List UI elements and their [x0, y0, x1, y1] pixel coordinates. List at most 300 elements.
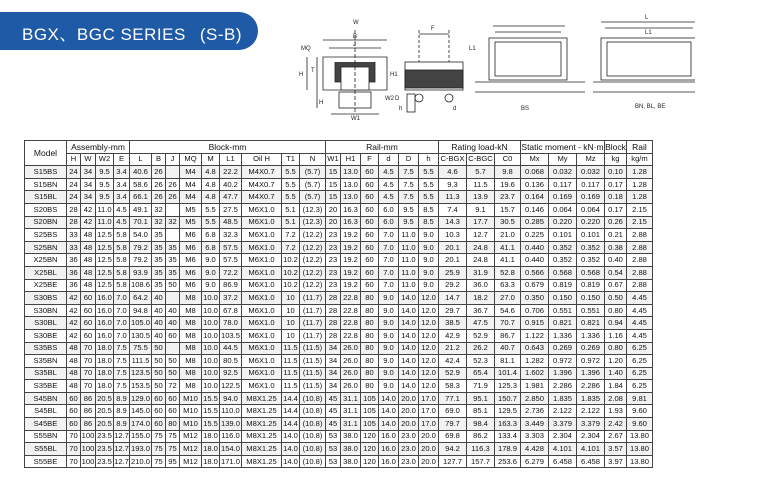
table-cell: 42 — [67, 317, 81, 330]
table-cell: 7.5 — [114, 380, 130, 393]
table-cell: 17.0 — [419, 418, 439, 431]
sub-header-row — [25, 153, 653, 166]
table-body — [25, 166, 653, 468]
table-cell: 5.8 — [114, 279, 130, 292]
table-cell: 22.2 — [220, 166, 242, 179]
table-cell: 23.5 — [96, 443, 114, 456]
table-cell: 145.0 — [130, 405, 152, 418]
table-cell: 27.0 — [495, 292, 521, 305]
table-cell: M6X1.0 — [242, 203, 282, 216]
table-cell: 6.25 — [627, 355, 653, 368]
table-cell: 22.8 — [341, 317, 361, 330]
table-cell: (10.8) — [300, 405, 326, 418]
table-cell: 47.5 — [467, 317, 495, 330]
table-cell: M8 — [180, 292, 202, 305]
table-cell: 35 — [152, 266, 166, 279]
table-cell: (10.8) — [300, 418, 326, 431]
table-cell — [166, 203, 180, 216]
table-cell: M6X1.0 — [242, 279, 282, 292]
table-cell: 40 — [152, 304, 166, 317]
table-cell: 48.5 — [220, 216, 242, 229]
table-cell: 41.1 — [495, 241, 521, 254]
table-cell: 157.7 — [467, 455, 495, 468]
table-cell: 0.915 — [521, 317, 549, 330]
table-cell: 60 — [81, 292, 96, 305]
table-cell: 6.8 — [202, 241, 220, 254]
table-cell: 98.4 — [467, 418, 495, 431]
table-cell: 28 — [326, 329, 341, 342]
table-cell: M6X1.0 — [242, 292, 282, 305]
table-cell: 19.6 — [495, 178, 521, 191]
table-cell: 11.0 — [399, 254, 419, 267]
table-cell: 0.101 — [549, 229, 577, 242]
table-cell: 0.679 — [521, 279, 549, 292]
table-cell: 110.0 — [220, 405, 242, 418]
table-cell: 12.7 — [114, 455, 130, 468]
table-cell: 14.0 — [282, 455, 300, 468]
sub-header-cell: L — [130, 153, 152, 166]
table-cell: 0.150 — [577, 292, 605, 305]
header-rating: Rating load-kN — [439, 141, 521, 154]
table-cell: M5 — [180, 203, 202, 216]
table-cell: 95 — [166, 455, 180, 468]
table-cell: 50 — [152, 342, 166, 355]
table-cell: 10.0 — [202, 342, 220, 355]
table-row — [25, 418, 653, 431]
table-cell: 7.0 — [379, 229, 399, 242]
table-cell: 50 — [152, 380, 166, 393]
table-cell: 60 — [152, 405, 166, 418]
table-cell: 29.7 — [439, 304, 467, 317]
table-cell: 50 — [166, 355, 180, 368]
table-cell: 7.5 — [114, 342, 130, 355]
drawing-label-d2: D — [395, 96, 400, 102]
table-cell: 23.0 — [399, 455, 419, 468]
table-cell: 36.0 — [467, 279, 495, 292]
table-cell: 47.7 — [220, 191, 242, 204]
table-cell: 77.1 — [439, 392, 467, 405]
table-cell: 16.0 — [96, 292, 114, 305]
model-cell: X25BE — [25, 279, 67, 292]
table-cell: 1.28 — [627, 166, 653, 179]
table-cell: 0.551 — [549, 304, 577, 317]
table-cell: 15.5 — [202, 418, 220, 431]
table-cell: M8X1.25 — [242, 392, 282, 405]
table-cell: 0.50 — [605, 292, 627, 305]
table-cell: 35 — [152, 254, 166, 267]
table-cell: 20.0 — [399, 405, 419, 418]
table-cell: 0.10 — [605, 166, 627, 179]
table-cell: 19.2 — [341, 279, 361, 292]
table-cell: M4X0.7 — [242, 178, 282, 191]
sub-header-cell: Mx — [521, 153, 549, 166]
table-cell: 12.5 — [96, 279, 114, 292]
table-cell: 20 — [326, 216, 341, 229]
table-cell: 1.28 — [627, 178, 653, 191]
table-cell: 10.0 — [202, 304, 220, 317]
table-cell: 16.0 — [379, 443, 399, 456]
table-row — [25, 405, 653, 418]
table-cell: 60 — [361, 178, 379, 191]
table-cell: 78.0 — [220, 317, 242, 330]
drawing-label-t: T — [311, 68, 315, 74]
sub-header-cell: H1 — [341, 153, 361, 166]
table-cell: 12.7 — [114, 430, 130, 443]
table-cell: 0.706 — [521, 304, 549, 317]
table-cell: 0.064 — [577, 203, 605, 216]
table-cell: 32 — [166, 216, 180, 229]
table-cell: 38.0 — [341, 443, 361, 456]
table-cell: 23 — [326, 279, 341, 292]
table-cell: 5.8 — [114, 254, 130, 267]
model-cell: S20BS — [25, 203, 67, 216]
table-row — [25, 229, 653, 242]
table-cell: 18.2 — [467, 292, 495, 305]
table-cell: 24.8 — [467, 254, 495, 267]
table-cell — [166, 166, 180, 179]
table-cell: 32 — [152, 203, 166, 216]
table-cell: (5.7) — [300, 178, 326, 191]
table-cell: 80 — [166, 418, 180, 431]
table-cell: (11.5) — [300, 380, 326, 393]
table-cell: 40 — [166, 304, 180, 317]
header-rail: Rail-mm — [326, 141, 439, 154]
table-cell: 35 — [152, 229, 166, 242]
table-cell: 171.0 — [220, 455, 242, 468]
table-cell: 10.2 — [282, 266, 300, 279]
table-cell: 7.0 — [114, 292, 130, 305]
table-cell: 58.3 — [439, 380, 467, 393]
drawing-label-bn-bl-be: BN, BL, BE — [635, 104, 666, 110]
table-cell: (10.8) — [300, 430, 326, 443]
table-cell: 13.80 — [627, 430, 653, 443]
model-cell: S35BL — [25, 367, 67, 380]
table-cell: 64.2 — [130, 292, 152, 305]
table-cell: 0.220 — [549, 216, 577, 229]
table-cell: 10 — [282, 329, 300, 342]
table-cell: 25.9 — [439, 266, 467, 279]
table-cell: 0.80 — [605, 342, 627, 355]
table-cell: 4.45 — [627, 292, 653, 305]
header-block: Block-mm — [130, 141, 326, 154]
table-cell: 0.269 — [577, 342, 605, 355]
table-cell: 0.169 — [577, 191, 605, 204]
table-cell: 60 — [361, 216, 379, 229]
table-cell: M6 — [180, 241, 202, 254]
table-cell: 16.0 — [379, 455, 399, 468]
table-cell: 11.0 — [96, 203, 114, 216]
table-cell: 1.396 — [577, 367, 605, 380]
table-cell: 52.8 — [495, 266, 521, 279]
table-cell: (12.2) — [300, 254, 326, 267]
table-cell: 2.15 — [627, 216, 653, 229]
table-cell: 0.032 — [577, 166, 605, 179]
table-cell: 1.93 — [605, 405, 627, 418]
table-cell: 14.0 — [399, 380, 419, 393]
table-cell: 75 — [166, 430, 180, 443]
header-static-moment: Static moment - kN·m — [521, 141, 604, 152]
table-cell: 0.21 — [605, 229, 627, 242]
table-cell: 23.5 — [96, 430, 114, 443]
table-cell: 6.279 — [521, 455, 549, 468]
table-cell: 9.0 — [419, 254, 439, 267]
table-cell — [166, 229, 180, 242]
table-cell: 0.032 — [549, 166, 577, 179]
table-cell: 70 — [81, 355, 96, 368]
table-cell: 13.9 — [467, 191, 495, 204]
table-cell: 34 — [81, 178, 96, 191]
table-cell: 1.336 — [549, 329, 577, 342]
table-cell: 1.40 — [605, 367, 627, 380]
table-cell: 9.0 — [419, 266, 439, 279]
table-cell: 11.5 — [282, 367, 300, 380]
table-cell: 23 — [326, 266, 341, 279]
table-cell: 80 — [361, 367, 379, 380]
table-cell: 19.2 — [341, 254, 361, 267]
drawing-label-bs: BS — [521, 106, 530, 112]
table-cell: 5.5 — [419, 178, 439, 191]
model-cell: S35BS — [25, 342, 67, 355]
table-cell: 86.2 — [467, 430, 495, 443]
table-cell: 58.6 — [130, 178, 152, 191]
table-cell: 52.3 — [467, 355, 495, 368]
table-cell: 9.3 — [439, 178, 467, 191]
table-cell: 72 — [166, 380, 180, 393]
table-cell: 9.5 — [399, 203, 419, 216]
table-row — [25, 191, 653, 204]
table-cell: 60 — [81, 304, 96, 317]
header-assembly: Assembly-mm — [67, 141, 130, 154]
table-cell: M8X1.25 — [242, 443, 282, 456]
drawing-label-h: H — [299, 72, 304, 78]
drawing-label-w2: W2 — [385, 96, 394, 102]
sub-header-cell: N — [300, 153, 326, 166]
table-cell — [166, 292, 180, 305]
table-cell: 21.2 — [439, 342, 467, 355]
table-cell: 33 — [67, 229, 81, 242]
header-block-mass: Block — [605, 141, 626, 152]
table-cell: 14.4 — [282, 418, 300, 431]
table-cell: 9.0 — [379, 342, 399, 355]
table-cell: M6X1.0 — [242, 367, 282, 380]
table-cell: 28 — [67, 203, 81, 216]
table-cell: 86 — [81, 392, 96, 405]
table-cell: 4.8 — [202, 191, 220, 204]
table-cell: 12.5 — [96, 254, 114, 267]
table-cell: M4 — [180, 166, 202, 179]
table-cell: (10.8) — [300, 392, 326, 405]
table-cell: 7.5 — [399, 166, 419, 179]
table-cell: 193.0 — [130, 443, 152, 456]
table-cell: M12 — [180, 443, 202, 456]
table-cell: 19.2 — [341, 241, 361, 254]
table-cell: 31.1 — [341, 405, 361, 418]
drawing-label-l1-mid: L1 — [469, 46, 476, 52]
sub-header-cell: C-BGC — [467, 153, 495, 166]
table-cell: 0.225 — [521, 229, 549, 242]
table-cell: 0.568 — [577, 266, 605, 279]
table-cell: 34 — [81, 166, 96, 179]
drawing-label-f: F — [431, 26, 435, 32]
table-cell: 60 — [152, 392, 166, 405]
table-cell: 11.0 — [399, 266, 419, 279]
table-cell: 40 — [152, 292, 166, 305]
table-cell: 65.4 — [467, 367, 495, 380]
table-cell: 86.9 — [220, 279, 242, 292]
table-cell: 18.0 — [96, 342, 114, 355]
table-cell: 9.60 — [627, 405, 653, 418]
table-cell: 13.80 — [627, 443, 653, 456]
table-cell: 11.5 — [282, 342, 300, 355]
table-cell: 48 — [67, 380, 81, 393]
model-cell: S35BE — [25, 380, 67, 393]
table-cell: 130.5 — [130, 329, 152, 342]
table-cell: 3.4 — [114, 191, 130, 204]
sub-header-cell: C0 — [495, 153, 521, 166]
table-cell: 7.5 — [399, 178, 419, 191]
table-cell: 60 — [67, 392, 81, 405]
table-row — [25, 166, 653, 179]
table-cell: 12.5 — [96, 241, 114, 254]
table-cell: M8 — [180, 329, 202, 342]
table-cell: 23 — [326, 254, 341, 267]
table-cell: 7.5 — [114, 355, 130, 368]
table-cell: 69.8 — [439, 430, 467, 443]
table-cell: 94.8 — [130, 304, 152, 317]
table-cell: 40.6 — [130, 166, 152, 179]
model-cell: S55BL — [25, 443, 67, 456]
table-cell: 20.1 — [439, 241, 467, 254]
table-cell: 60 — [361, 279, 379, 292]
table-cell: 26.0 — [341, 355, 361, 368]
table-cell: 0.101 — [577, 229, 605, 242]
table-cell: M6 — [180, 279, 202, 292]
table-cell: 30.5 — [495, 216, 521, 229]
table-cell: 70 — [81, 380, 96, 393]
table-cell: 6.25 — [627, 367, 653, 380]
table-cell: 86 — [81, 405, 96, 418]
table-cell: (10.8) — [300, 443, 326, 456]
table-cell: (11.5) — [300, 342, 326, 355]
table-cell: 31.9 — [467, 266, 495, 279]
table-cell: 93.9 — [130, 266, 152, 279]
table-row — [25, 279, 653, 292]
table-cell: 133.4 — [495, 430, 521, 443]
table-cell: 210.0 — [130, 455, 152, 468]
table-cell: 108.6 — [130, 279, 152, 292]
table-cell: 103.5 — [220, 329, 242, 342]
table-cell: 60 — [81, 329, 96, 342]
table-row — [25, 380, 653, 393]
table-cell: 1.28 — [627, 191, 653, 204]
series-title-banner — [0, 12, 258, 50]
table-cell: 34 — [326, 355, 341, 368]
table-cell: (5.7) — [300, 166, 326, 179]
table-cell: 139.0 — [220, 418, 242, 431]
model-cell: S25BS — [25, 229, 67, 242]
table-cell: 10.0 — [202, 355, 220, 368]
table-cell: 48 — [81, 266, 96, 279]
table-cell: 26 — [166, 178, 180, 191]
table-cell: 33 — [67, 241, 81, 254]
table-cell: 3.379 — [577, 418, 605, 431]
table-cell: 34 — [326, 380, 341, 393]
table-cell: 71.9 — [467, 380, 495, 393]
table-cell: 60 — [152, 418, 166, 431]
table-cell: 4.6 — [439, 166, 467, 179]
table-cell: 19.2 — [341, 229, 361, 242]
table-cell: 60 — [361, 229, 379, 242]
table-cell: (12.3) — [300, 216, 326, 229]
table-cell: 123.5 — [130, 367, 152, 380]
table-cell: 16.3 — [341, 203, 361, 216]
table-cell: 14.0 — [379, 392, 399, 405]
table-cell: 40.2 — [220, 178, 242, 191]
table-cell: 40.7 — [495, 342, 521, 355]
table-cell: 0.064 — [549, 203, 577, 216]
table-cell: 1.602 — [521, 367, 549, 380]
table-cell: M10 — [180, 418, 202, 431]
table-cell: 9.0 — [419, 229, 439, 242]
table-cell: 79.7 — [439, 418, 467, 431]
table-cell: 60 — [361, 254, 379, 267]
table-cell: 9.5 — [96, 166, 114, 179]
table-cell: 10.2 — [282, 279, 300, 292]
table-row — [25, 254, 653, 267]
table-cell: 0.819 — [549, 279, 577, 292]
table-cell: 178.9 — [495, 443, 521, 456]
table-cell: 92.5 — [220, 367, 242, 380]
drawing-label-mq: MQ — [301, 46, 311, 52]
table-cell: 50 — [152, 367, 166, 380]
model-cell: S30BN — [25, 304, 67, 317]
table-cell: 72.2 — [220, 266, 242, 279]
table-cell: M6 — [180, 254, 202, 267]
table-cell: 38.0 — [341, 455, 361, 468]
table-row — [25, 241, 653, 254]
table-cell: 0.220 — [577, 216, 605, 229]
table-cell: 81.1 — [495, 355, 521, 368]
table-cell: M8 — [180, 317, 202, 330]
table-cell: M6X1.0 — [242, 216, 282, 229]
table-cell: 21.0 — [495, 229, 521, 242]
model-cell: S30BS — [25, 292, 67, 305]
table-cell: 52.9 — [467, 329, 495, 342]
sub-header-cell: B — [152, 153, 166, 166]
table-cell: 14.4 — [282, 405, 300, 418]
table-cell: 4.45 — [627, 304, 653, 317]
table-cell: 12.0 — [419, 380, 439, 393]
table-cell: 60 — [166, 329, 180, 342]
table-cell: 8.9 — [114, 405, 130, 418]
table-cell: 48 — [81, 229, 96, 242]
table-cell: 26 — [152, 191, 166, 204]
table-cell: 10.0 — [202, 317, 220, 330]
sub-header-cell: My — [549, 153, 577, 166]
table-cell: 5.5 — [419, 191, 439, 204]
series-title-main: BGX、BGC SERIES — [22, 25, 186, 44]
table-cell: 7.0 — [379, 241, 399, 254]
table-cell: 12.7 — [467, 229, 495, 242]
table-cell: 57.5 — [220, 241, 242, 254]
table-cell: 9.0 — [379, 317, 399, 330]
table-cell: 20.0 — [399, 392, 419, 405]
table-cell: (10.8) — [300, 455, 326, 468]
sub-header-cell: C-BGX — [439, 153, 467, 166]
table-cell: 70 — [81, 342, 96, 355]
table-cell: 22.8 — [341, 292, 361, 305]
table-cell: 5.5 — [282, 191, 300, 204]
